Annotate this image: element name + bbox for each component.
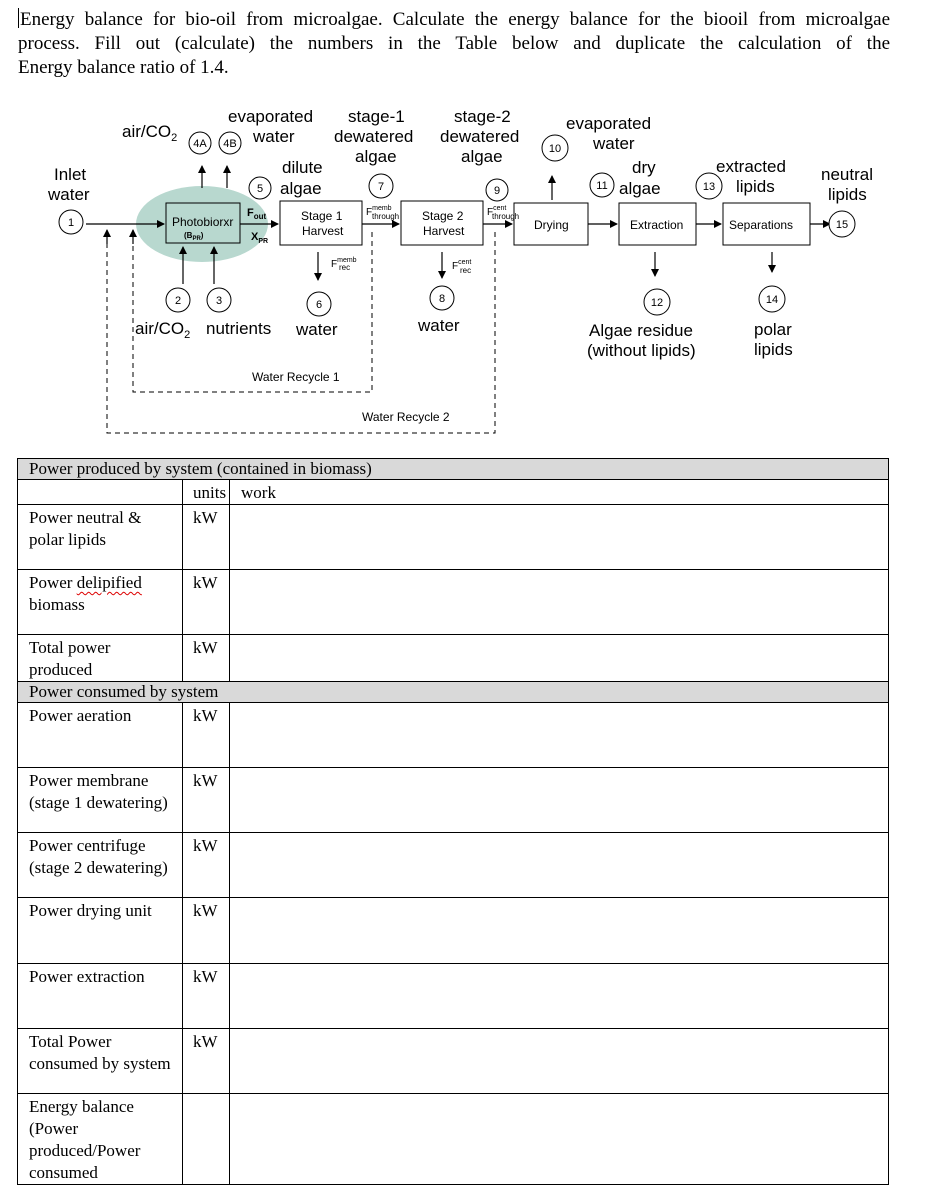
label-line: Power membrane xyxy=(29,771,149,790)
intro-line-3: Energy balance ratio of 1.4. xyxy=(18,57,229,78)
extraction-label: Extraction xyxy=(630,218,684,232)
stream-4a: 4A xyxy=(193,138,207,150)
units-cell: kW xyxy=(183,703,230,768)
stream-7: 7 xyxy=(377,181,385,193)
row-label-centrifuge xyxy=(18,833,183,898)
label-line: Total power xyxy=(29,638,111,657)
extracted-lipids-a: extracted xyxy=(716,157,786,176)
cent-rec-sub: rec xyxy=(460,266,472,275)
units-cell: kW xyxy=(183,1029,230,1094)
label-line: produced xyxy=(29,660,93,679)
label-line: Energy balance xyxy=(29,1097,134,1116)
units-cell: kW xyxy=(183,635,230,682)
stage1-label-a: Stage 1 xyxy=(301,209,343,223)
label-line: (stage 2 dewatering) xyxy=(29,858,168,877)
stream-2: 2 xyxy=(174,295,182,307)
stream-10: 10 xyxy=(548,143,562,155)
evaporated-water-1-a: evaporated xyxy=(228,107,314,126)
header-row xyxy=(18,480,889,505)
f-cent-rec-label: $F^{cent}$ xyxy=(452,259,472,272)
work-cell-centrifuge[interactable] xyxy=(230,833,889,898)
polar-lipids-b: lipids xyxy=(754,340,793,359)
algae-residue-a: Algae residue xyxy=(589,321,693,340)
section-produced-title: Power produced by system (contained in biomass) xyxy=(18,459,889,480)
stage2-harvest-box xyxy=(401,201,483,245)
stream-1: 1 xyxy=(67,217,75,229)
label-line: Power centrifuge xyxy=(29,836,146,855)
table-row xyxy=(18,964,889,1029)
work-cell-total-produced[interactable] xyxy=(230,635,889,682)
units-cell: kW xyxy=(183,833,230,898)
units-cell: kW xyxy=(183,964,230,1029)
section-produced-row xyxy=(18,459,889,480)
label-line: biomass xyxy=(29,595,85,614)
stage2-dewatered-a: stage-2 xyxy=(454,107,511,126)
memb-through-sub: through xyxy=(372,212,400,221)
row-label-total-produced xyxy=(18,635,183,682)
air-co2-top-label: air/$CO_2$ xyxy=(122,122,178,144)
algae-residue-b: (without lipids) xyxy=(587,341,696,360)
stream-13: 13 xyxy=(702,181,716,193)
row-label-aeration: Power aeration xyxy=(18,703,183,768)
label-line: consumed by system xyxy=(29,1054,171,1073)
units-cell: kW xyxy=(183,505,230,570)
row-label-membrane xyxy=(18,768,183,833)
process-flow-diagram xyxy=(0,0,937,450)
recycle-return-arrows xyxy=(107,230,133,244)
air-co2-bottom-label: air/$CO_2$ xyxy=(135,319,191,341)
stream-14: 14 xyxy=(765,294,779,306)
label-line: Power xyxy=(29,573,77,592)
intro-line-1-text: Energy balance for bio-oil from microalgae. Calculate the energy balance for the biooil from microalgae xyxy=(20,9,890,30)
header-work: work xyxy=(230,480,889,505)
extracted-lipids-b: lipids xyxy=(736,177,775,196)
dilute-algae-a: dilute xyxy=(282,158,323,177)
table-row xyxy=(18,1029,889,1094)
stream-8: 8 xyxy=(438,293,446,305)
table-row xyxy=(18,703,889,768)
water-recycle-2-label: Water Recycle 2 xyxy=(362,410,450,424)
stage2-label-b: Harvest xyxy=(423,224,465,238)
label-line: consumed xyxy=(29,1163,98,1182)
memb-rec-sub: rec xyxy=(339,263,351,272)
stream-4b: 4B xyxy=(223,138,237,150)
row-label-energy-balance xyxy=(18,1094,183,1185)
stage1-harvest-box xyxy=(280,201,362,245)
inlet-water-a: Inlet xyxy=(54,165,87,184)
stream-11: 11 xyxy=(596,180,608,192)
neutral-lipids-b: lipids xyxy=(828,185,867,204)
units-cell: kW xyxy=(183,570,230,635)
drying-label: Drying xyxy=(534,218,569,232)
row-label-neutral-polar xyxy=(18,505,183,570)
stage1-dewatered-a: stage-1 xyxy=(348,107,405,126)
cent-through-sub: through xyxy=(492,212,520,221)
evaporated-water-2-a: evaporated xyxy=(566,114,652,133)
work-cell-total-consumed[interactable] xyxy=(230,1029,889,1094)
work-cell-neutral-polar[interactable] xyxy=(230,505,889,570)
dilute-algae-b: algae xyxy=(280,179,322,198)
label-line: Total Power xyxy=(29,1032,112,1051)
row-label-total-consumed xyxy=(18,1029,183,1094)
stream-5: 5 xyxy=(256,183,264,195)
work-cell-aeration[interactable] xyxy=(230,703,889,768)
table-row xyxy=(18,833,889,898)
neutral-lipids-a: neutral xyxy=(821,165,873,184)
stage1-dewatered-b: dewatered xyxy=(334,127,414,146)
separations-label: Separations xyxy=(729,218,794,232)
stage2-dewatered-c: algae xyxy=(461,147,503,166)
stream-15: 15 xyxy=(835,219,849,231)
x-pr-label: $X_{PR}$ xyxy=(251,231,269,245)
stage2-label-a: Stage 2 xyxy=(422,209,464,223)
work-cell-extraction[interactable] xyxy=(230,964,889,1029)
header-blank xyxy=(18,480,183,505)
stream-9: 9 xyxy=(493,185,501,197)
units-cell: kW xyxy=(183,898,230,964)
energy-balance-table xyxy=(17,458,889,1185)
dry-algae-a: dry xyxy=(632,158,656,177)
table-row xyxy=(18,570,889,635)
stream-6: 6 xyxy=(315,299,323,311)
f-memb-through-label: $F^{memb}$ xyxy=(366,205,392,218)
label-line: (Power xyxy=(29,1119,79,1138)
units-cell: kW xyxy=(183,768,230,833)
spellcheck-word: delipified xyxy=(76,573,142,592)
table-row xyxy=(18,1094,889,1185)
work-cell-delipified[interactable] xyxy=(230,570,889,635)
stage2-dewatered-b: dewatered xyxy=(440,127,520,146)
photobiorxr-sub: $(B_{PR})$ xyxy=(184,231,204,242)
work-cell-drying[interactable] xyxy=(230,898,889,964)
stream-3: 3 xyxy=(215,295,223,307)
stream-12: 12 xyxy=(650,297,664,309)
label-line: (stage 1 dewatering) xyxy=(29,793,168,812)
units-cell-empty xyxy=(183,1094,230,1185)
f-memb-rec-label: $F^{memb}$ xyxy=(331,257,357,270)
dry-algae-b: algae xyxy=(619,179,661,198)
water-8-label: water xyxy=(418,316,460,335)
water-6-label: water xyxy=(296,320,338,339)
table-row xyxy=(18,635,889,682)
header-units: units xyxy=(183,480,230,505)
section-consumed-title: Power consumed by system xyxy=(18,682,889,703)
row-label-delipified xyxy=(18,570,183,635)
stage1-label-b: Harvest xyxy=(302,224,344,238)
evaporated-water-1-b: water xyxy=(253,127,295,146)
stage1-dewatered-c: algae xyxy=(355,147,397,166)
row-label-extraction: Power extraction xyxy=(18,964,183,1029)
photobiorxr-label: Photobiorxr xyxy=(172,215,234,229)
label-line: Power neutral & xyxy=(29,508,142,527)
inlet-water-b: water xyxy=(48,185,90,204)
label-line: produced/Power xyxy=(29,1141,141,1160)
f-out-label: $F_{out}$ xyxy=(247,207,267,221)
row-label-drying: Power drying unit xyxy=(18,898,183,964)
label-line: polar lipids xyxy=(29,530,106,549)
polar-lipids-a: polar xyxy=(754,320,792,339)
intro-line-2: process. Fill out (calculate) the numbers in the Table below and duplicate the calculation of the xyxy=(18,33,890,54)
water-recycle-1-label: Water Recycle 1 xyxy=(252,370,340,384)
nutrients-label: nutrients xyxy=(206,319,272,338)
table-row xyxy=(18,898,889,964)
work-cell-membrane[interactable] xyxy=(230,768,889,833)
f-cent-through-label: $F^{cent}$ xyxy=(487,205,507,218)
work-cell-energy-balance[interactable] xyxy=(230,1094,889,1185)
evaporated-water-2-b: water xyxy=(593,134,635,153)
table-row xyxy=(18,768,889,833)
section-consumed-row xyxy=(18,682,889,703)
table-row xyxy=(18,505,889,570)
